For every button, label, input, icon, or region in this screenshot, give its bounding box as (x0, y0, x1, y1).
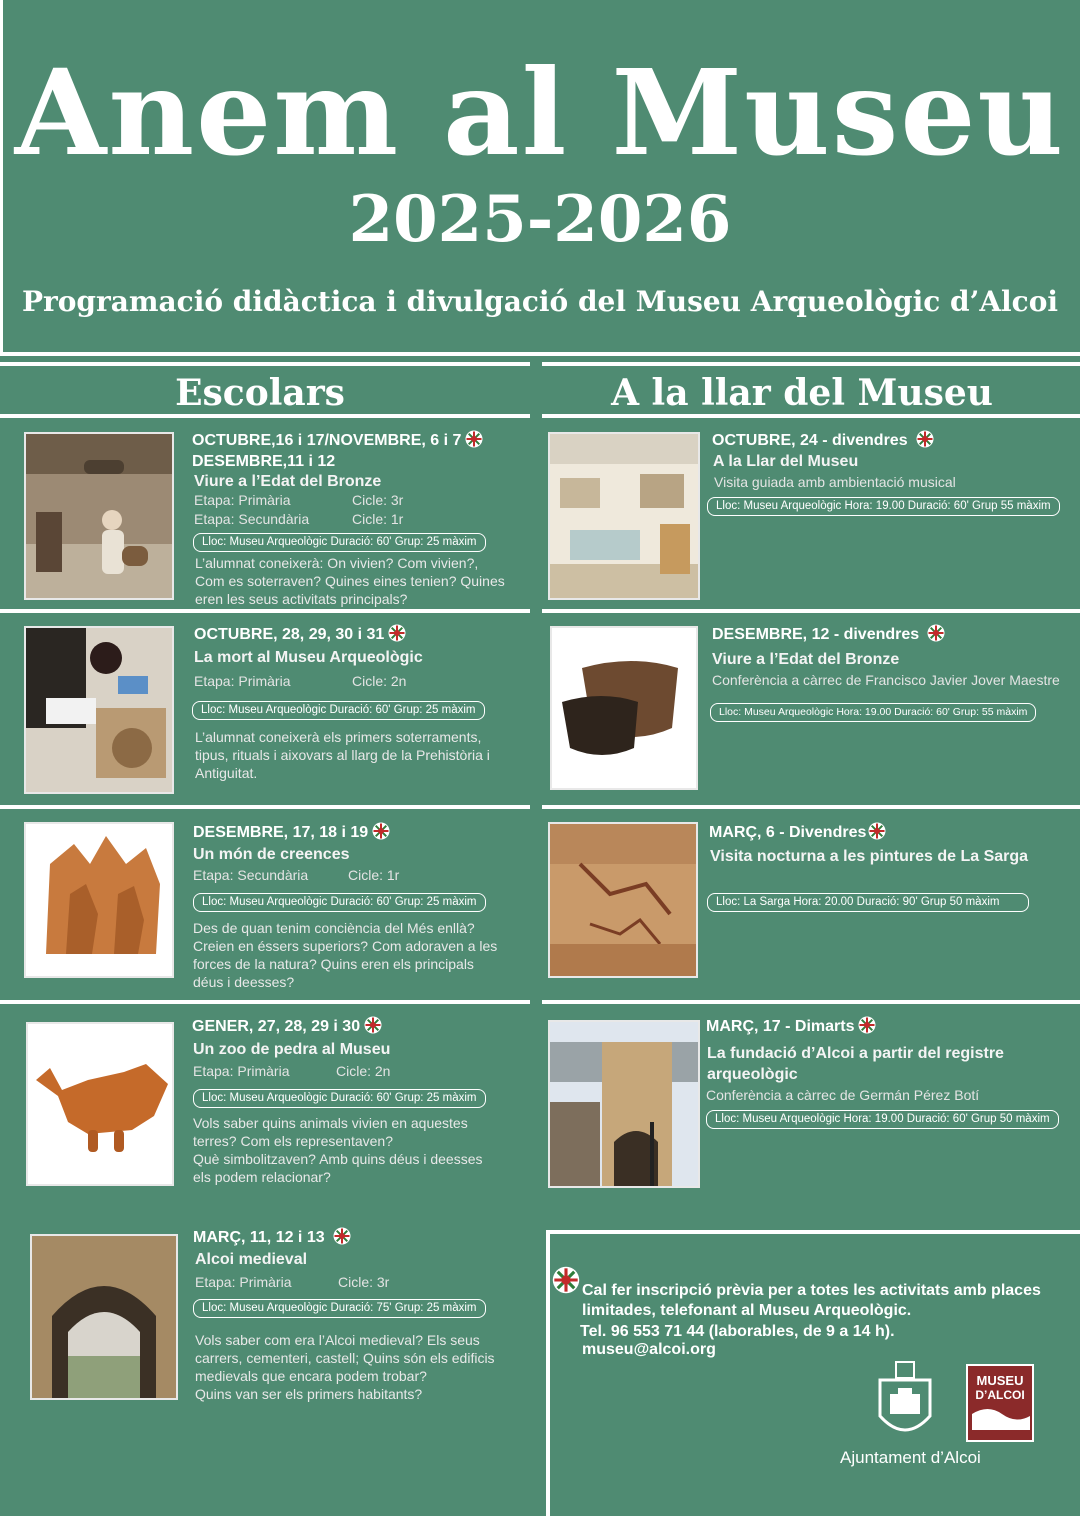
description-line: Vols saber com era l’Alcoi medieval? Els seus (195, 1332, 480, 1348)
divider (542, 1000, 1080, 1004)
description-line: Des de quan tenim conciència del Més enllà? (193, 920, 475, 936)
photo-museum-gallery (548, 432, 700, 600)
event-dates: OCTUBRE, 24 - divendres (712, 430, 934, 451)
divider (542, 362, 1080, 366)
poster-years: 2025-2026 (348, 182, 732, 257)
flower-icon (868, 822, 886, 840)
photo-bronze-age-pottery (550, 626, 698, 790)
contact-email[interactable]: museu@alcoi.org (582, 1341, 716, 1358)
info-pill: Lloc: Museu Arqueològic Hora: 19.00 Duració: 60' Grup 55 màxim (707, 497, 1060, 516)
activity-title: La mort al Museu Arqueològic (194, 649, 423, 666)
description-line: els podem relacionar? (193, 1169, 331, 1185)
info-pill: Lloc: Museu Arqueològic Duració: 60' Grup: 25 màxim (193, 533, 486, 552)
info-pill: Lloc: Museu Arqueològic Duració: 60' Grup: 25 màxim (193, 1089, 486, 1108)
museu-logo-text: D’ALCOI (975, 1388, 1025, 1402)
photo-medieval-arch (30, 1234, 178, 1400)
cicle: Cicle: 1r (352, 511, 404, 527)
cicle: Cicle: 1r (348, 867, 400, 883)
flower-icon (465, 430, 483, 448)
flower-icon (388, 624, 406, 642)
activity-title: Visita nocturna a les pintures de La Sarga (710, 848, 1029, 865)
description-line: medievals que encara podem trobar? (195, 1368, 427, 1384)
flower-icon (372, 822, 390, 840)
description-line: L’alumnat coneixerà els primers soterraments, (195, 729, 482, 745)
divider (542, 609, 1080, 613)
ajuntament-label: Ajuntament d’Alcoi (840, 1448, 981, 1467)
activity-subtitle: Visita guiada amb ambientació musical (714, 474, 956, 490)
activity-title: arqueològic (707, 1066, 798, 1083)
column-header-escolars: Escolars (175, 372, 345, 414)
description-line: Antiguitat. (195, 765, 258, 781)
info-pill: Lloc: Museu Arqueològic Hora: 19.00 Duració: 60' Grup 50 màxim (706, 1110, 1059, 1129)
registration-info: Cal fer inscripció prèvia per a totes les activitats amb places (582, 1282, 1041, 1299)
description-line: Vols saber quins animals vivien en aquestes (193, 1115, 468, 1131)
divider (546, 1230, 550, 1516)
event-dates: DESEMBRE,11 i 12 (192, 453, 336, 470)
description-line: tipus, rituals i aixovars al llarg de la Prehistòria i (195, 747, 490, 763)
photo-children-workshop (24, 626, 174, 794)
info-pill: Lloc: Museu Arqueològic Duració: 75' Grup: 25 màxim (193, 1299, 486, 1318)
etapa: Etapa: Secundària (193, 867, 309, 883)
photo-prehistoric-dwelling (24, 432, 174, 600)
activity-title: Un món de creences (193, 846, 350, 863)
flower-icon (858, 1016, 876, 1034)
cicle: Cicle: 2n (352, 673, 407, 689)
flower-icon (364, 1016, 382, 1034)
activity-title: La fundació d’Alcoi a partir del registre (707, 1045, 1004, 1062)
event-dates: MARÇ, 17 - Dimarts (706, 1016, 876, 1037)
description-line: forces de la natura? Quins eren els principals (193, 956, 474, 972)
event-dates: MARÇ, 6 - Divendres (709, 822, 886, 843)
ajuntament-crest-logo (874, 1360, 936, 1446)
photo-terracotta-figures (24, 822, 174, 978)
description-line: déus i deesses? (193, 974, 295, 990)
photo-medieval-tower (548, 1020, 700, 1188)
flower-icon (552, 1266, 580, 1294)
info-pill: Lloc: Museu Arqueològic Duració: 60' Grup: 25 màxim (193, 893, 486, 912)
border (0, 0, 3, 356)
event-dates: MARÇ, 11, 12 i 13 (193, 1227, 351, 1248)
activity-title: A la Llar del Museu (713, 453, 859, 470)
flower-icon (333, 1227, 351, 1245)
description-line: terres? Com els representaven? (193, 1133, 393, 1149)
photo-clay-animal (26, 1022, 174, 1186)
cicle: Cicle: 3r (338, 1274, 390, 1290)
activity-subtitle: Conferència a càrrec de Francisco Javier Jover Maestre (712, 672, 1060, 688)
column-header-llar: A la llar del Museu (611, 372, 993, 414)
registration-info: limitades, telefonant al Museu Arqueològic. (582, 1302, 912, 1319)
divider (0, 1000, 530, 1004)
divider (548, 1230, 1080, 1234)
info-pill: Lloc: La Sarga Hora: 20.00 Duració: 90' Grup 50 màxim (707, 893, 1029, 912)
info-pill: Lloc: Museu Arqueològic Duració: 60' Grup: 25 màxim (192, 701, 485, 720)
description-line: Creien en éssers superiors? Com adoraven a les (193, 938, 498, 954)
cicle: Cicle: 2n (336, 1063, 391, 1079)
activity-title: Alcoi medieval (195, 1251, 308, 1268)
activity-title: Viure a l’Edat del Bronze (194, 473, 382, 490)
divider (0, 609, 530, 613)
event-dates: GENER, 27, 28, 29 i 30 (192, 1016, 382, 1037)
activity-subtitle: Conferència a càrrec de Germán Pérez Botí (706, 1087, 980, 1103)
flower-icon (916, 430, 934, 448)
etapa: Etapa: Primària (194, 673, 291, 689)
cicle: Cicle: 3r (352, 492, 404, 508)
description-line: Com es soterraven? Quines eines tenien? Quines (195, 573, 505, 589)
activity-title: Un zoo de pedra al Museu (193, 1041, 391, 1058)
museu-alcoi-logo (966, 1364, 1034, 1442)
divider (542, 805, 1080, 809)
event-dates: OCTUBRE, 28, 29, 30 i 31 (194, 624, 406, 645)
etapa: Etapa: Secundària (194, 511, 310, 527)
divider (0, 362, 530, 366)
flower-icon (927, 624, 945, 642)
poster-title: Anem al Museu (14, 43, 1066, 182)
poster-subtitle: Programació didàctica i divulgació del Museu Arqueològic d’Alcoi (21, 285, 1059, 318)
activity-title: Viure a l’Edat del Bronze (712, 651, 900, 668)
event-dates: OCTUBRE,16 i 17/NOVEMBRE, 6 i 7 (192, 430, 483, 451)
event-dates: DESEMBRE, 12 - divendres (712, 624, 945, 645)
divider (0, 805, 530, 809)
photo-rock-painting (548, 822, 698, 978)
description-line: eren les seus activitats principals? (195, 591, 408, 607)
contact-phone: Tel. 96 553 71 44 (laborables, de 9 a 14 h). (580, 1323, 895, 1340)
museu-logo-text: MUSEU (976, 1373, 1024, 1388)
etapa: Etapa: Primària (194, 492, 291, 508)
divider (0, 352, 1080, 356)
description-line: carrers, cementeri, castell; Quins són els edificis (195, 1350, 495, 1366)
etapa: Etapa: Primària (195, 1274, 292, 1290)
etapa: Etapa: Primària (193, 1063, 290, 1079)
description-line: Quins van ser els primers habitants? (195, 1386, 423, 1402)
description-line: Què simbolitzaven? Amb quins déus i deesses (193, 1151, 483, 1167)
event-dates: DESEMBRE, 17, 18 i 19 (193, 822, 390, 843)
info-pill: Lloc: Museu Arqueològic Hora: 19.00 Duració: 60' Grup: 55 màxim (710, 703, 1036, 722)
description-line: L’alumnat coneixerà: On vivien? Com vivien?, (195, 555, 479, 571)
